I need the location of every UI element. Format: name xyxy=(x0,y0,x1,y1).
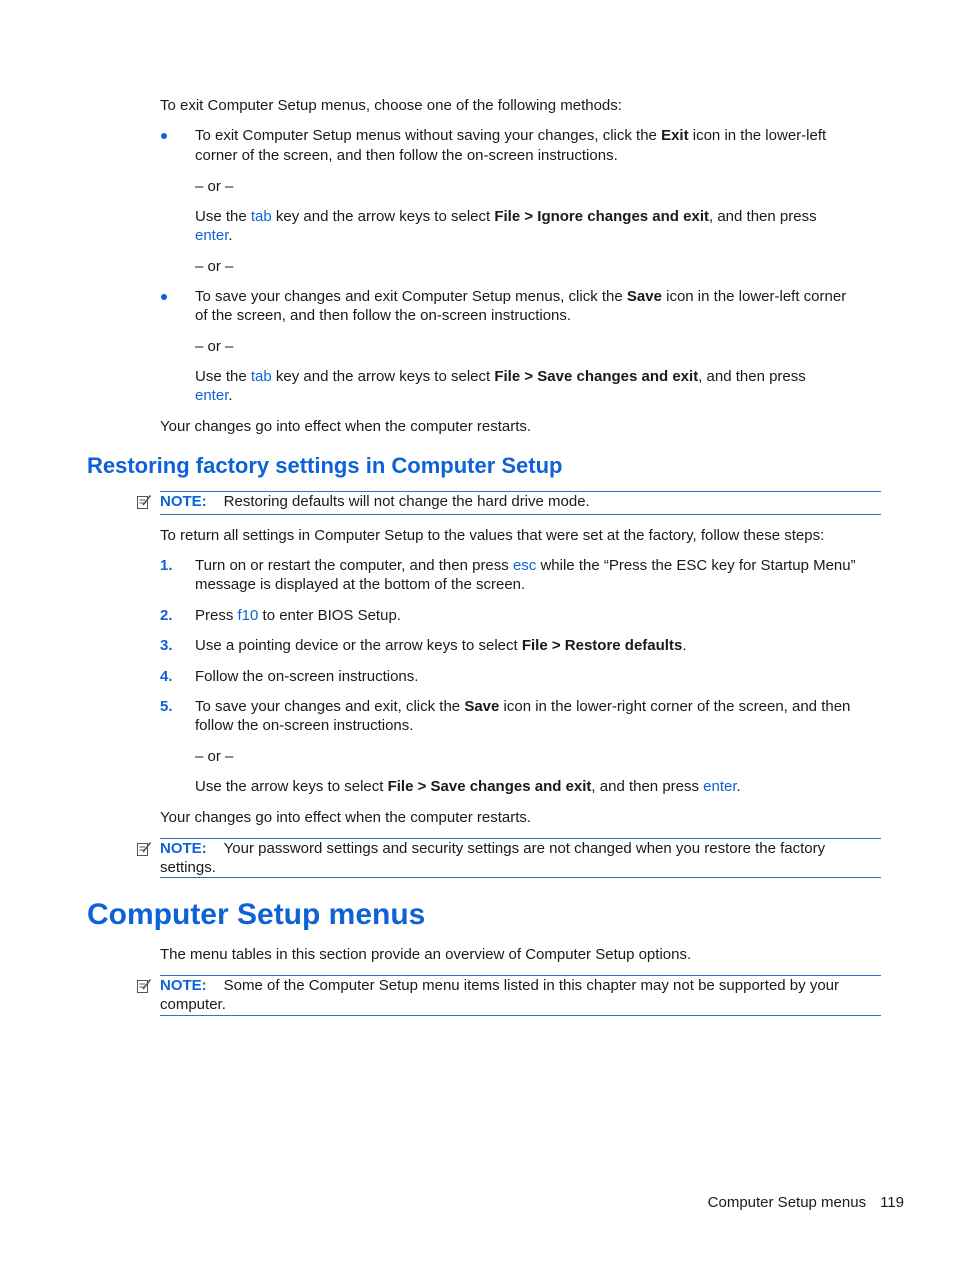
enter-key: enter xyxy=(195,387,229,404)
effect-text: Your changes go into effect when the computer restarts. xyxy=(160,809,532,826)
bullet1-line2: corner of the screen, and then follow the on-screen instructions. xyxy=(195,147,618,164)
alt2-line1: Use the tab key and the arrow keys to select File > Save changes and exit, and then press xyxy=(195,368,806,385)
section-heading-restoring: Restoring factory settings in Computer Setup xyxy=(87,453,563,478)
or-separator: – or – xyxy=(195,338,234,355)
step-number: 2. xyxy=(160,607,173,624)
page-number: 119 xyxy=(880,1194,904,1211)
step-number: 5. xyxy=(160,698,173,715)
note-icon xyxy=(136,494,152,510)
step-5-alt: Use the arrow keys to select File > Save changes and exit, and then press enter. xyxy=(195,778,741,795)
bullet2-line1: To save your changes and exit Computer Setup menus, click the Save icon in the lower-left corner xyxy=(195,288,847,305)
bullet-icon xyxy=(161,294,167,300)
enter-key: enter xyxy=(703,778,737,795)
step-1-line2: message is displayed at the bottom of the screen. xyxy=(195,576,526,593)
note-menus-line2: computer. xyxy=(160,996,226,1013)
restore-intro: To return all settings in Computer Setup to the values that were set at the factory, follow these steps: xyxy=(160,527,825,544)
note-password-line1: NOTE: Your password settings and security settings are not changed when you restore the factory xyxy=(160,840,826,857)
note-restoring: NOTE: Restoring defaults will not change the hard drive mode. xyxy=(160,493,590,510)
step-number: 4. xyxy=(160,668,173,685)
step-number: 3. xyxy=(160,637,173,654)
enter-key: enter xyxy=(195,227,229,244)
step-number: 1. xyxy=(160,557,173,574)
alt2-line2: enter. xyxy=(195,387,233,404)
note-bottom-rule xyxy=(160,877,881,878)
bullet-icon xyxy=(161,133,167,139)
step-2: Press f10 to enter BIOS Setup. xyxy=(195,607,401,624)
note-bottom-rule xyxy=(160,514,881,515)
step-4: Follow the on-screen instructions. xyxy=(195,668,419,685)
note-bottom-rule xyxy=(160,1015,881,1016)
step-1-line1: Turn on or restart the computer, and then press esc while the “Press the ESC key for Startup Menu” xyxy=(195,557,856,574)
note-menus-line1: NOTE: Some of the Computer Setup menu items listed in this chapter may not be supported by your xyxy=(160,977,839,994)
effect-text: Your changes go into effect when the computer restarts. xyxy=(160,418,532,435)
note-icon xyxy=(136,978,152,994)
step-5-line1: To save your changes and exit, click the Save icon in the lower-right corner of the screen, and then xyxy=(195,698,851,715)
tab-key: tab xyxy=(250,368,272,385)
menus-intro: The menu tables in this section provide an overview of Computer Setup options. xyxy=(160,946,692,963)
or-separator: – or – xyxy=(195,178,234,195)
section-heading-computer-setup-menus: Computer Setup menus xyxy=(87,898,426,931)
tab-key: tab xyxy=(250,208,272,225)
intro-text: To exit Computer Setup menus, choose one of the following methods: xyxy=(160,97,622,114)
page-footer xyxy=(708,1193,904,1212)
footer-section: Computer Setup menus xyxy=(707,1194,867,1211)
or-separator: – or – xyxy=(195,258,234,275)
alt1-line2: enter. xyxy=(195,227,233,244)
bullet1-line1: To exit Computer Setup menus without saving your changes, click the Exit icon in the lower-left xyxy=(195,127,827,144)
esc-key: esc xyxy=(512,557,537,574)
note-icon xyxy=(136,841,152,857)
note-password-line2: settings. xyxy=(160,859,216,876)
bullet2-line2: of the screen, and then follow the on-screen instructions. xyxy=(195,307,572,324)
step-3: Use a pointing device or the arrow keys to select File > Restore defaults. xyxy=(195,637,687,654)
f10-key: f10 xyxy=(237,607,259,624)
alt1-line1: Use the tab key and the arrow keys to select File > Ignore changes and exit, and then press xyxy=(195,208,817,225)
or-separator: – or – xyxy=(195,748,234,765)
step-5-line2: follow the on-screen instructions. xyxy=(195,717,414,734)
